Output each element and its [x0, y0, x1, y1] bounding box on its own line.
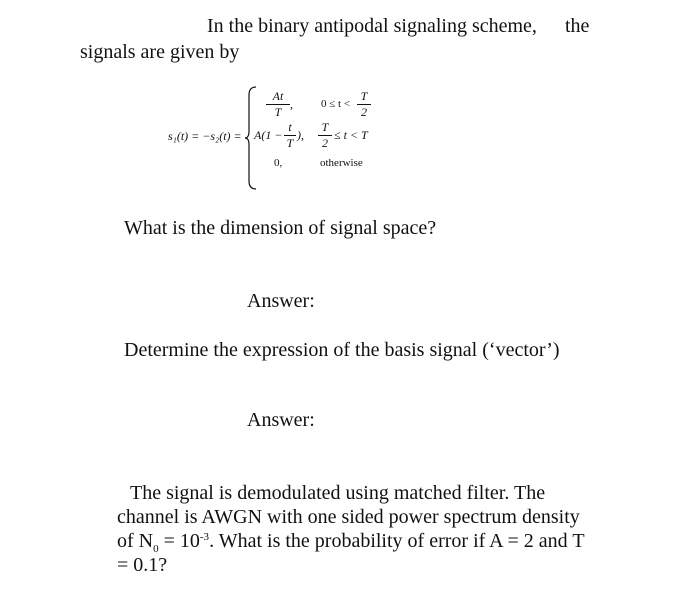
intro-line-2: signals are given by	[80, 41, 240, 63]
intro-line-1-tail: the	[565, 15, 590, 37]
case1-comma: ,	[290, 97, 293, 111]
case2-expression-fraction: $\frac{t}{T}$	[284, 120, 296, 151]
case1-expression: $\frac{At}{T}$	[266, 89, 290, 120]
answer-1-label: Answer:	[247, 290, 315, 312]
question-3-line-4: = 0.1?	[117, 554, 168, 576]
case2-condition: ≤ t < T	[334, 128, 368, 142]
case3-condition: otherwise	[320, 157, 363, 169]
piecewise-equation	[0, 85, 700, 195]
answer-2-label: Answer:	[247, 409, 315, 431]
case1-condition-fraction: $\frac{T}{2}$	[357, 89, 371, 120]
intro-line-1: In the binary antipodal signaling scheme,	[207, 15, 537, 37]
case2-expression-suffix: ),	[297, 128, 304, 142]
case2-condition-fraction: $\frac{T}{2}$	[318, 120, 332, 151]
case3-expression: 0,	[274, 157, 283, 169]
equation-lhs: s₁(t) = −s₂(t) =	[168, 129, 242, 143]
question-2: Determine the expression of the basis signal (‘vector’)	[124, 339, 560, 361]
question-3-line-2: channel is AWGN with one sided power spectrum density	[117, 506, 580, 528]
question-1: What is the dimension of signal space?	[124, 217, 437, 239]
case1-condition: 0 ≤ t <	[321, 98, 351, 110]
case2-expression-prefix: A(1 −	[254, 128, 283, 142]
question-3-line-3: of $N_0 = 10^{-3}$. What is the probability of error if A = 2 and T	[117, 530, 585, 555]
question-3-line-1: The signal is demodulated using matched filter. The	[130, 482, 546, 504]
